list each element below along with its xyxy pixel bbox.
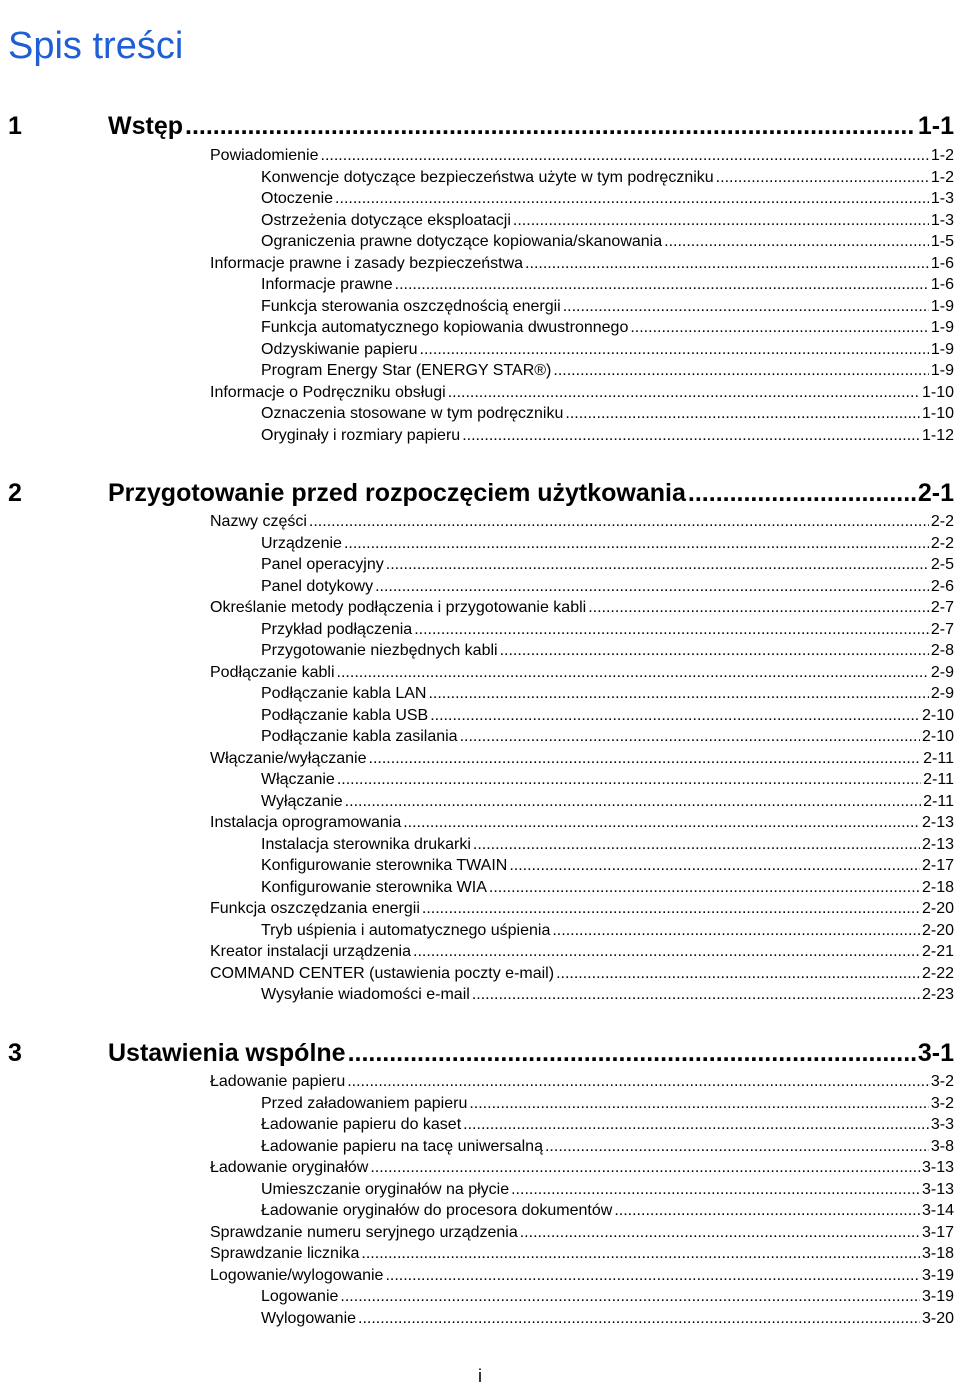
toc-entry[interactable] — [210, 296, 954, 318]
entry-label: Określanie metody podłączenia i przygotowanie kabli — [210, 599, 587, 616]
toc-entry[interactable] — [210, 834, 954, 856]
entry-page: 1-10 — [921, 383, 954, 401]
dot-leader — [344, 533, 929, 555]
dot-leader — [463, 1114, 929, 1136]
entry-label: Powiadomienie — [210, 147, 319, 164]
entry-page: 2-11 — [923, 792, 954, 810]
toc-entry[interactable] — [210, 963, 954, 985]
entry-label: Panel dotykowy — [261, 577, 374, 595]
toc-entry[interactable] — [210, 920, 954, 942]
entry-page: 2-9 — [930, 685, 954, 702]
dot-leader — [185, 110, 916, 142]
dot-leader — [358, 1308, 920, 1330]
entry-label: Ładowanie oryginałów — [210, 1159, 369, 1176]
entry-label: Podłączanie kabla USB — [261, 706, 429, 724]
entry-page: 2-21 — [921, 943, 954, 960]
entry-page: 3-2 — [930, 1094, 954, 1112]
entry-label: Ograniczenia prawne dotyczące kopiowania/skanowania — [261, 233, 663, 250]
toc-entry[interactable] — [210, 812, 954, 834]
dot-leader — [688, 477, 916, 509]
toc-entry[interactable] — [210, 253, 954, 275]
chapter-title: Przygotowanie przed rozpoczęciem użytkowania — [108, 479, 686, 507]
dot-leader — [348, 1037, 916, 1069]
entry-page: 3-13 — [921, 1159, 954, 1176]
toc-entry[interactable] — [210, 1114, 954, 1136]
toc-entry[interactable] — [210, 1071, 954, 1093]
entry-page: 1-3 — [930, 211, 954, 229]
dot-leader — [335, 188, 929, 210]
entry-label: Oryginały i rozmiary papieru — [261, 426, 461, 444]
toc-entry[interactable] — [210, 188, 954, 210]
entry-label: Wylogowanie — [261, 1309, 357, 1327]
dot-leader — [321, 145, 929, 167]
chapter-number: 2 — [8, 479, 22, 507]
entry-page: 2-7 — [930, 599, 954, 616]
entry-label: Funkcja automatycznego kopiowania dwustronnego — [261, 319, 629, 336]
entry-label: Urządzenie — [261, 534, 342, 552]
toc-entry[interactable] — [210, 360, 954, 382]
toc-entry[interactable] — [210, 576, 954, 598]
entry-page: 1-10 — [921, 405, 954, 422]
dot-leader — [489, 877, 920, 899]
entry-label: Sprawdzanie numeru seryjnego urządzenia — [210, 1223, 518, 1241]
dot-leader — [664, 231, 929, 253]
entry-label: Przygotowanie niezbędnych kabli — [261, 642, 498, 659]
toc-entry[interactable] — [210, 855, 954, 877]
entry-page: 2-20 — [921, 921, 954, 939]
toc-entry[interactable] — [210, 382, 954, 404]
dot-leader — [370, 1157, 920, 1179]
dot-leader — [375, 576, 929, 598]
entry-label: Umieszczanie oryginałów na płycie — [261, 1180, 510, 1198]
dot-leader — [511, 1179, 920, 1201]
dot-leader — [525, 253, 929, 275]
dot-leader — [716, 167, 929, 189]
entry-page: 1-9 — [930, 297, 954, 315]
entry-page: 1-6 — [930, 276, 954, 293]
chapter-heading[interactable] — [8, 477, 954, 509]
entry-label: Przed załadowaniem papieru — [261, 1094, 468, 1112]
chapter-entries — [210, 511, 954, 1006]
entry-label: Informacje prawne — [261, 276, 393, 293]
toc-entry[interactable] — [210, 145, 954, 167]
dot-leader — [630, 317, 929, 339]
toc-entry[interactable] — [210, 726, 954, 748]
toc-entry[interactable] — [210, 1243, 954, 1265]
toc-entry[interactable] — [210, 984, 954, 1006]
entry-label: Informacje prawne i zasady bezpieczeństwa — [210, 254, 524, 272]
entry-page: 2-22 — [921, 964, 954, 982]
entry-label: Wyłączanie — [261, 792, 343, 810]
toc-entry[interactable] — [210, 1308, 954, 1330]
entry-label: Instalacja oprogramowania — [210, 814, 402, 831]
chapter-entries — [210, 145, 954, 446]
toc-entry[interactable] — [210, 317, 954, 339]
chapter-title: Wstęp — [108, 112, 183, 140]
dot-leader — [414, 619, 929, 641]
entry-label: Przykład podłączenia — [261, 620, 413, 638]
toc-entry[interactable] — [210, 1157, 954, 1179]
entry-label: Oznaczenia stosowane w tym podręczniku — [261, 405, 564, 422]
entry-label: Konfigurowanie sterownika TWAIN — [261, 857, 508, 874]
dot-leader — [369, 748, 922, 770]
toc-entry[interactable] — [210, 898, 954, 920]
toc-entry[interactable] — [210, 554, 954, 576]
entry-label: Podłączanie kabla zasilania — [261, 728, 458, 745]
entry-page: 1-6 — [930, 254, 954, 272]
entry-label: Konwencje dotyczące bezpieczeństwa użyte w tym podręczniku — [261, 168, 714, 186]
chapter-page: 3-1 — [917, 1039, 954, 1067]
entry-page: 2-11 — [923, 771, 954, 788]
dot-leader — [422, 898, 920, 920]
entry-label: Informacje o Podręczniku obsługi — [210, 383, 446, 401]
entry-page: 2-7 — [930, 620, 954, 638]
toc-entry[interactable] — [210, 748, 954, 770]
entry-page: 2-17 — [921, 857, 954, 874]
entry-page: 1-12 — [921, 426, 954, 444]
entry-page: 2-13 — [921, 814, 954, 831]
toc-entry[interactable] — [210, 533, 954, 555]
dot-leader — [563, 296, 929, 318]
dot-leader — [556, 963, 920, 985]
page-number: i — [478, 1366, 482, 1386]
dot-leader — [345, 791, 921, 813]
entry-page: 2-20 — [921, 900, 954, 917]
dot-leader — [469, 1093, 929, 1115]
toc-entry[interactable] — [210, 941, 954, 963]
dot-leader — [420, 339, 929, 361]
entry-label: Tryb uśpienia i automatycznego uśpienia — [261, 921, 551, 939]
dot-leader — [472, 984, 920, 1006]
entry-label: Ładowanie oryginałów do procesora dokumentów — [261, 1202, 613, 1219]
entry-page: 3-2 — [930, 1073, 954, 1090]
toc-entry[interactable] — [210, 619, 954, 641]
entry-label: Ładowanie papieru do kaset — [261, 1116, 462, 1133]
toc-entry[interactable] — [210, 1093, 954, 1115]
dot-leader — [385, 1265, 920, 1287]
dot-leader — [545, 1136, 929, 1158]
entry-label: Włączanie — [261, 771, 335, 788]
entry-page: 2-6 — [930, 577, 954, 595]
toc-entry[interactable] — [210, 1265, 954, 1287]
dot-leader — [520, 1222, 920, 1244]
dot-leader — [347, 1071, 929, 1093]
entry-page: 2-8 — [930, 642, 954, 659]
entry-label: Instalacja sterownika drukarki — [261, 835, 471, 853]
toc-entry[interactable] — [210, 683, 954, 705]
toc-entry[interactable] — [210, 1286, 954, 1308]
entry-label: Program Energy Star (ENERGY STAR®) — [261, 362, 552, 379]
entry-page: 2-11 — [923, 749, 954, 767]
entry-label: Odzyskiwanie papieru — [261, 340, 418, 358]
toc-entry[interactable] — [210, 511, 954, 533]
dot-leader — [462, 425, 920, 447]
entry-page: 2-13 — [921, 835, 954, 853]
entry-page: 3-20 — [921, 1309, 954, 1327]
entry-page: 3-3 — [930, 1116, 954, 1133]
entry-page: 2-23 — [921, 986, 954, 1003]
entry-page: 1-9 — [930, 340, 954, 358]
dot-leader — [565, 403, 920, 425]
toc-entry[interactable] — [210, 769, 954, 791]
toc-entry[interactable] — [210, 274, 954, 296]
entry-page: 2-2 — [930, 534, 954, 552]
entry-label: Ładowanie papieru na tacę uniwersalną — [261, 1137, 543, 1155]
chapter-heading[interactable] — [8, 1037, 954, 1069]
entry-page: 3-19 — [921, 1288, 954, 1305]
entry-label: Panel operacyjny — [261, 556, 384, 573]
entry-label: Ostrzeżenia dotyczące eksploatacji — [261, 211, 511, 229]
dot-leader — [403, 812, 920, 834]
entry-label: Konfigurowanie sterownika WIA — [261, 878, 487, 896]
toc-entry[interactable] — [210, 662, 954, 684]
chapter-number: 1 — [8, 112, 22, 140]
entry-label: Wysyłanie wiadomości e-mail — [261, 986, 470, 1003]
dot-leader — [430, 705, 920, 727]
chapter-title: Ustawienia wspólne — [108, 1039, 346, 1067]
dot-leader — [309, 511, 929, 533]
entry-label: Nazwy części — [210, 513, 307, 530]
dot-leader — [553, 360, 928, 382]
dot-leader — [614, 1200, 920, 1222]
chapter-page: 2-1 — [917, 479, 954, 507]
toc-entry[interactable] — [210, 640, 954, 662]
dot-leader — [337, 662, 929, 684]
dot-leader — [413, 941, 920, 963]
dot-leader — [500, 640, 929, 662]
entry-label: Funkcja oszczędzania energii — [210, 900, 420, 917]
entry-page: 1-2 — [930, 147, 954, 164]
entry-page: 2-9 — [930, 663, 954, 681]
dot-leader — [386, 554, 929, 576]
entry-label: Logowanie — [261, 1288, 339, 1305]
entry-label: Ładowanie papieru — [210, 1073, 346, 1090]
entry-page: 3-8 — [930, 1137, 954, 1155]
entry-label: Podłączanie kabli — [210, 663, 335, 681]
entry-page: 2-5 — [930, 556, 954, 573]
toc-entry[interactable] — [210, 339, 954, 361]
chapter-number: 3 — [8, 1039, 22, 1067]
entry-page: 3-13 — [921, 1180, 954, 1198]
page-title: Spis treści — [8, 25, 184, 67]
dot-leader — [473, 834, 920, 856]
toc-entry[interactable] — [210, 1179, 954, 1201]
entry-page: 3-14 — [921, 1202, 954, 1219]
entry-label: Włączanie/wyłączanie — [210, 749, 367, 767]
dot-leader — [460, 726, 920, 748]
entry-label: Funkcja sterowania oszczędnością energii — [261, 297, 561, 315]
entry-page: 2-18 — [921, 878, 954, 896]
entry-page: 3-19 — [921, 1266, 954, 1284]
dot-leader — [509, 855, 920, 877]
entry-page: 1-2 — [930, 168, 954, 186]
toc-entry[interactable] — [210, 877, 954, 899]
entry-label: COMMAND CENTER (ustawienia poczty e-mail) — [210, 964, 555, 982]
dot-leader — [513, 210, 929, 232]
dot-leader — [340, 1286, 920, 1308]
entry-page: 1-5 — [930, 233, 954, 250]
toc-entry[interactable] — [210, 1136, 954, 1158]
entry-label: Sprawdzanie licznika — [210, 1245, 360, 1262]
toc-entry[interactable] — [210, 1222, 954, 1244]
dot-leader — [361, 1243, 920, 1265]
toc-entry[interactable] — [210, 167, 954, 189]
toc-entry[interactable] — [210, 210, 954, 232]
dot-leader — [448, 382, 920, 404]
entry-label: Podłączanie kabla LAN — [261, 685, 427, 702]
dot-leader — [588, 597, 929, 619]
toc-entry[interactable] — [210, 1200, 954, 1222]
entry-page: 1-9 — [930, 362, 954, 379]
toc-entry[interactable] — [210, 425, 954, 447]
chapter-page: 1-1 — [917, 112, 954, 140]
toc-entry[interactable] — [210, 597, 954, 619]
entry-label: Logowanie/wylogowanie — [210, 1266, 384, 1284]
dot-leader — [395, 274, 929, 296]
toc-entry[interactable] — [210, 791, 954, 813]
entry-page: 2-10 — [921, 728, 954, 745]
toc-entry[interactable] — [210, 403, 954, 425]
dot-leader — [428, 683, 928, 705]
toc-entry[interactable] — [210, 231, 954, 253]
entry-page: 1-9 — [930, 319, 954, 336]
entry-page: 2-2 — [930, 513, 954, 530]
dot-leader — [552, 920, 920, 942]
chapter-heading[interactable] — [8, 110, 954, 142]
entry-label: Otoczenie — [261, 190, 334, 207]
entry-label: Kreator instalacji urządzenia — [210, 943, 411, 960]
toc-entry[interactable] — [210, 705, 954, 727]
entry-page: 2-10 — [921, 706, 954, 724]
chapter-entries — [210, 1071, 954, 1329]
entry-page: 3-17 — [921, 1223, 954, 1241]
entry-page: 1-3 — [930, 190, 954, 207]
entry-page: 3-18 — [921, 1245, 954, 1262]
dot-leader — [337, 769, 921, 791]
